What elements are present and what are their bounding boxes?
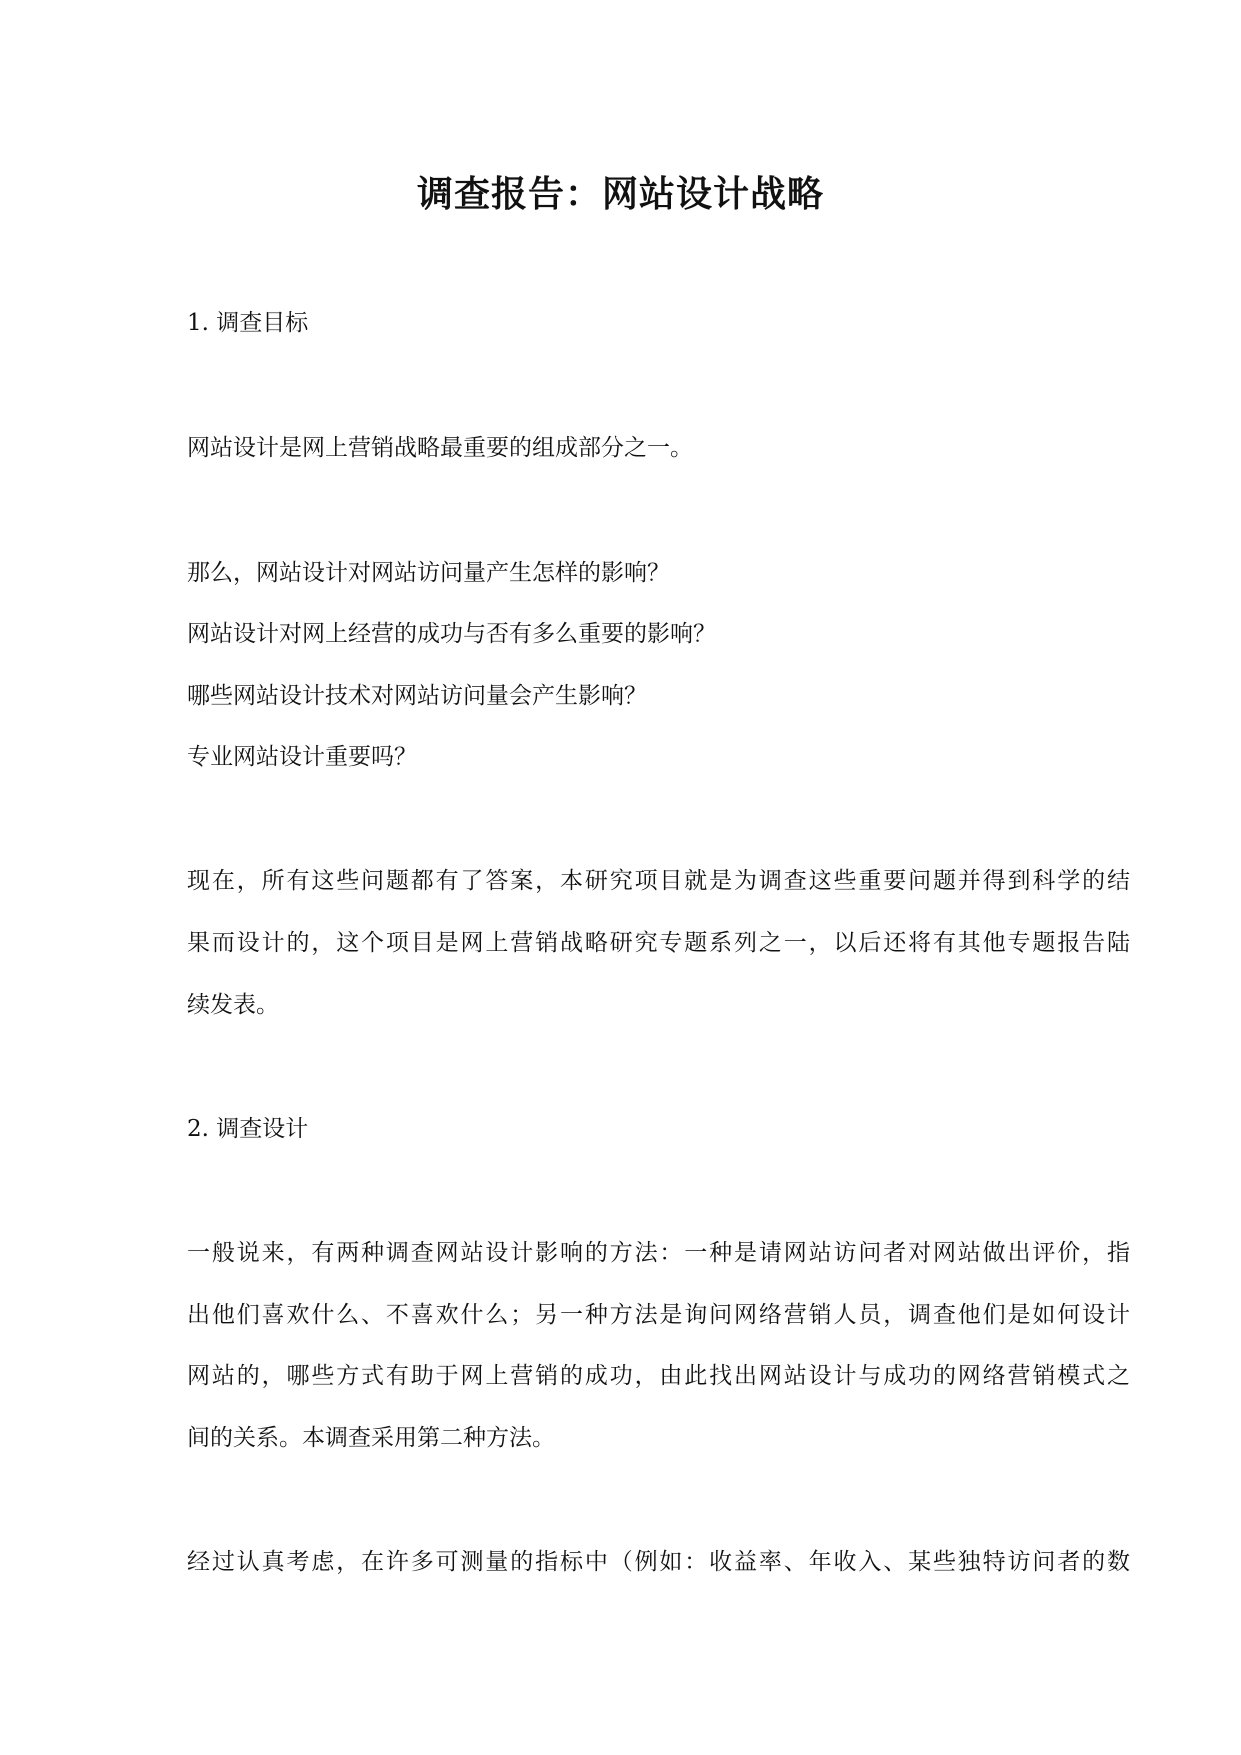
paragraph-line: 出他们喜欢什么、不喜欢什么；另一种方法是询问网络营销人员，调查他们是如何设计 xyxy=(187,1302,1130,1328)
paragraph-line: 现在，所有这些问题都有了答案，本研究项目就是为调查这些重要问题并得到科学的结 xyxy=(187,868,1130,894)
document-title: 调查报告：网站设计战略 xyxy=(416,173,824,215)
paragraph-line: 续发表。 xyxy=(187,992,279,1018)
question-2: 网站设计对网上经营的成功与否有多么重要的影响？ xyxy=(187,621,716,647)
paragraph-line: 网站的，哪些方式有助于网上营销的成功，由此找出网站设计与成功的网络营销模式之 xyxy=(187,1363,1130,1389)
paragraph-line: 经过认真考虑，在许多可测量的指标中（例如：收益率、年收入、某些独特访问者的数 xyxy=(187,1549,1130,1575)
question-4: 专业网站设计重要吗？ xyxy=(187,744,417,770)
paragraph-line: 一般说来，有两种调查网站设计影响的方法：一种是请网站访问者对网站做出评价，指 xyxy=(187,1240,1130,1266)
section-1-intro: 网站设计是网上营销战略最重要的组成部分之一。 xyxy=(187,435,693,461)
question-3: 哪些网站设计技术对网站访问量会产生影响？ xyxy=(187,683,647,709)
paragraph-line: 间的关系。本调查采用第二种方法。 xyxy=(187,1425,555,1451)
question-1: 那么，网站设计对网站访问量产生怎样的影响？ xyxy=(187,560,670,586)
section-1-heading: 1. 调查目标 xyxy=(187,310,309,336)
paragraph-line: 果而设计的，这个项目是网上营销战略研究专题系列之一，以后还将有其他专题报告陆 xyxy=(187,930,1130,956)
section-2-heading: 2. 调查设计 xyxy=(187,1116,309,1142)
